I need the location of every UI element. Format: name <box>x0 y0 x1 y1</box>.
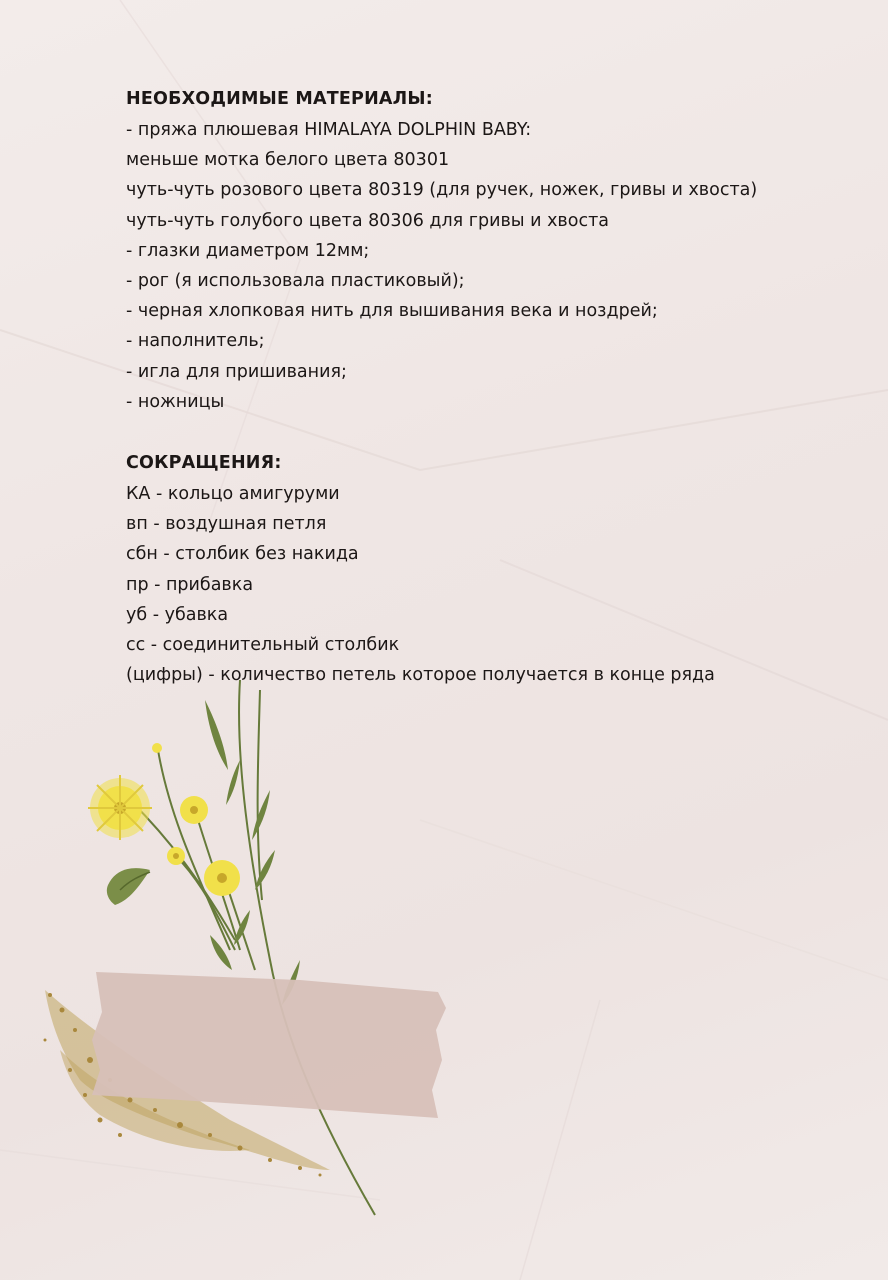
material-item: - черная хлопковая нить для вышивания века и ноздрей; <box>126 301 658 322</box>
material-item: чуть-чуть розового цвета 80319 (для ручек, ножек, гривы и хвоста) <box>126 180 758 201</box>
washi-tape <box>92 972 446 1118</box>
material-item: - ножницы <box>126 391 225 412</box>
material-item: - рог (я использовала пластиковый); <box>126 271 465 292</box>
abbreviation-item: сбн - столбик без накида <box>126 544 359 565</box>
abbreviation-item: вп - воздушная петля <box>126 514 327 535</box>
material-item: - наполнитель; <box>126 331 265 352</box>
materials-heading: НЕОБХОДИМЫЕ МАТЕРИАЛЫ: <box>126 89 433 109</box>
abbreviation-item: пр - прибавка <box>126 574 254 595</box>
material-item: меньше мотка белого цвета 80301 <box>126 150 450 171</box>
abbreviation-item: КА - кольцо амигуруми <box>126 484 340 505</box>
material-item: - глазки диаметром 12мм; <box>126 240 370 261</box>
material-item: чуть-чуть голубого цвета 80306 для гривы и хвоста <box>126 210 609 231</box>
recipe-document <box>126 84 846 690</box>
abbreviation-item: (цифры) - количество петель которое получается в конце ряда <box>126 665 715 686</box>
abbreviation-item: сс - соединительный столбик <box>126 635 400 656</box>
gold-glitter <box>45 990 330 1170</box>
abbreviation-item: уб - убавка <box>126 604 229 625</box>
abbreviations-heading: СОКРАЩЕНИЯ: <box>126 453 282 474</box>
yellow-flower <box>90 743 240 896</box>
material-item: - игла для пришивания; <box>126 361 347 382</box>
material-item: - пряжа плюшевая HIMALAYA DOLPHIN BABY: <box>126 120 532 140</box>
